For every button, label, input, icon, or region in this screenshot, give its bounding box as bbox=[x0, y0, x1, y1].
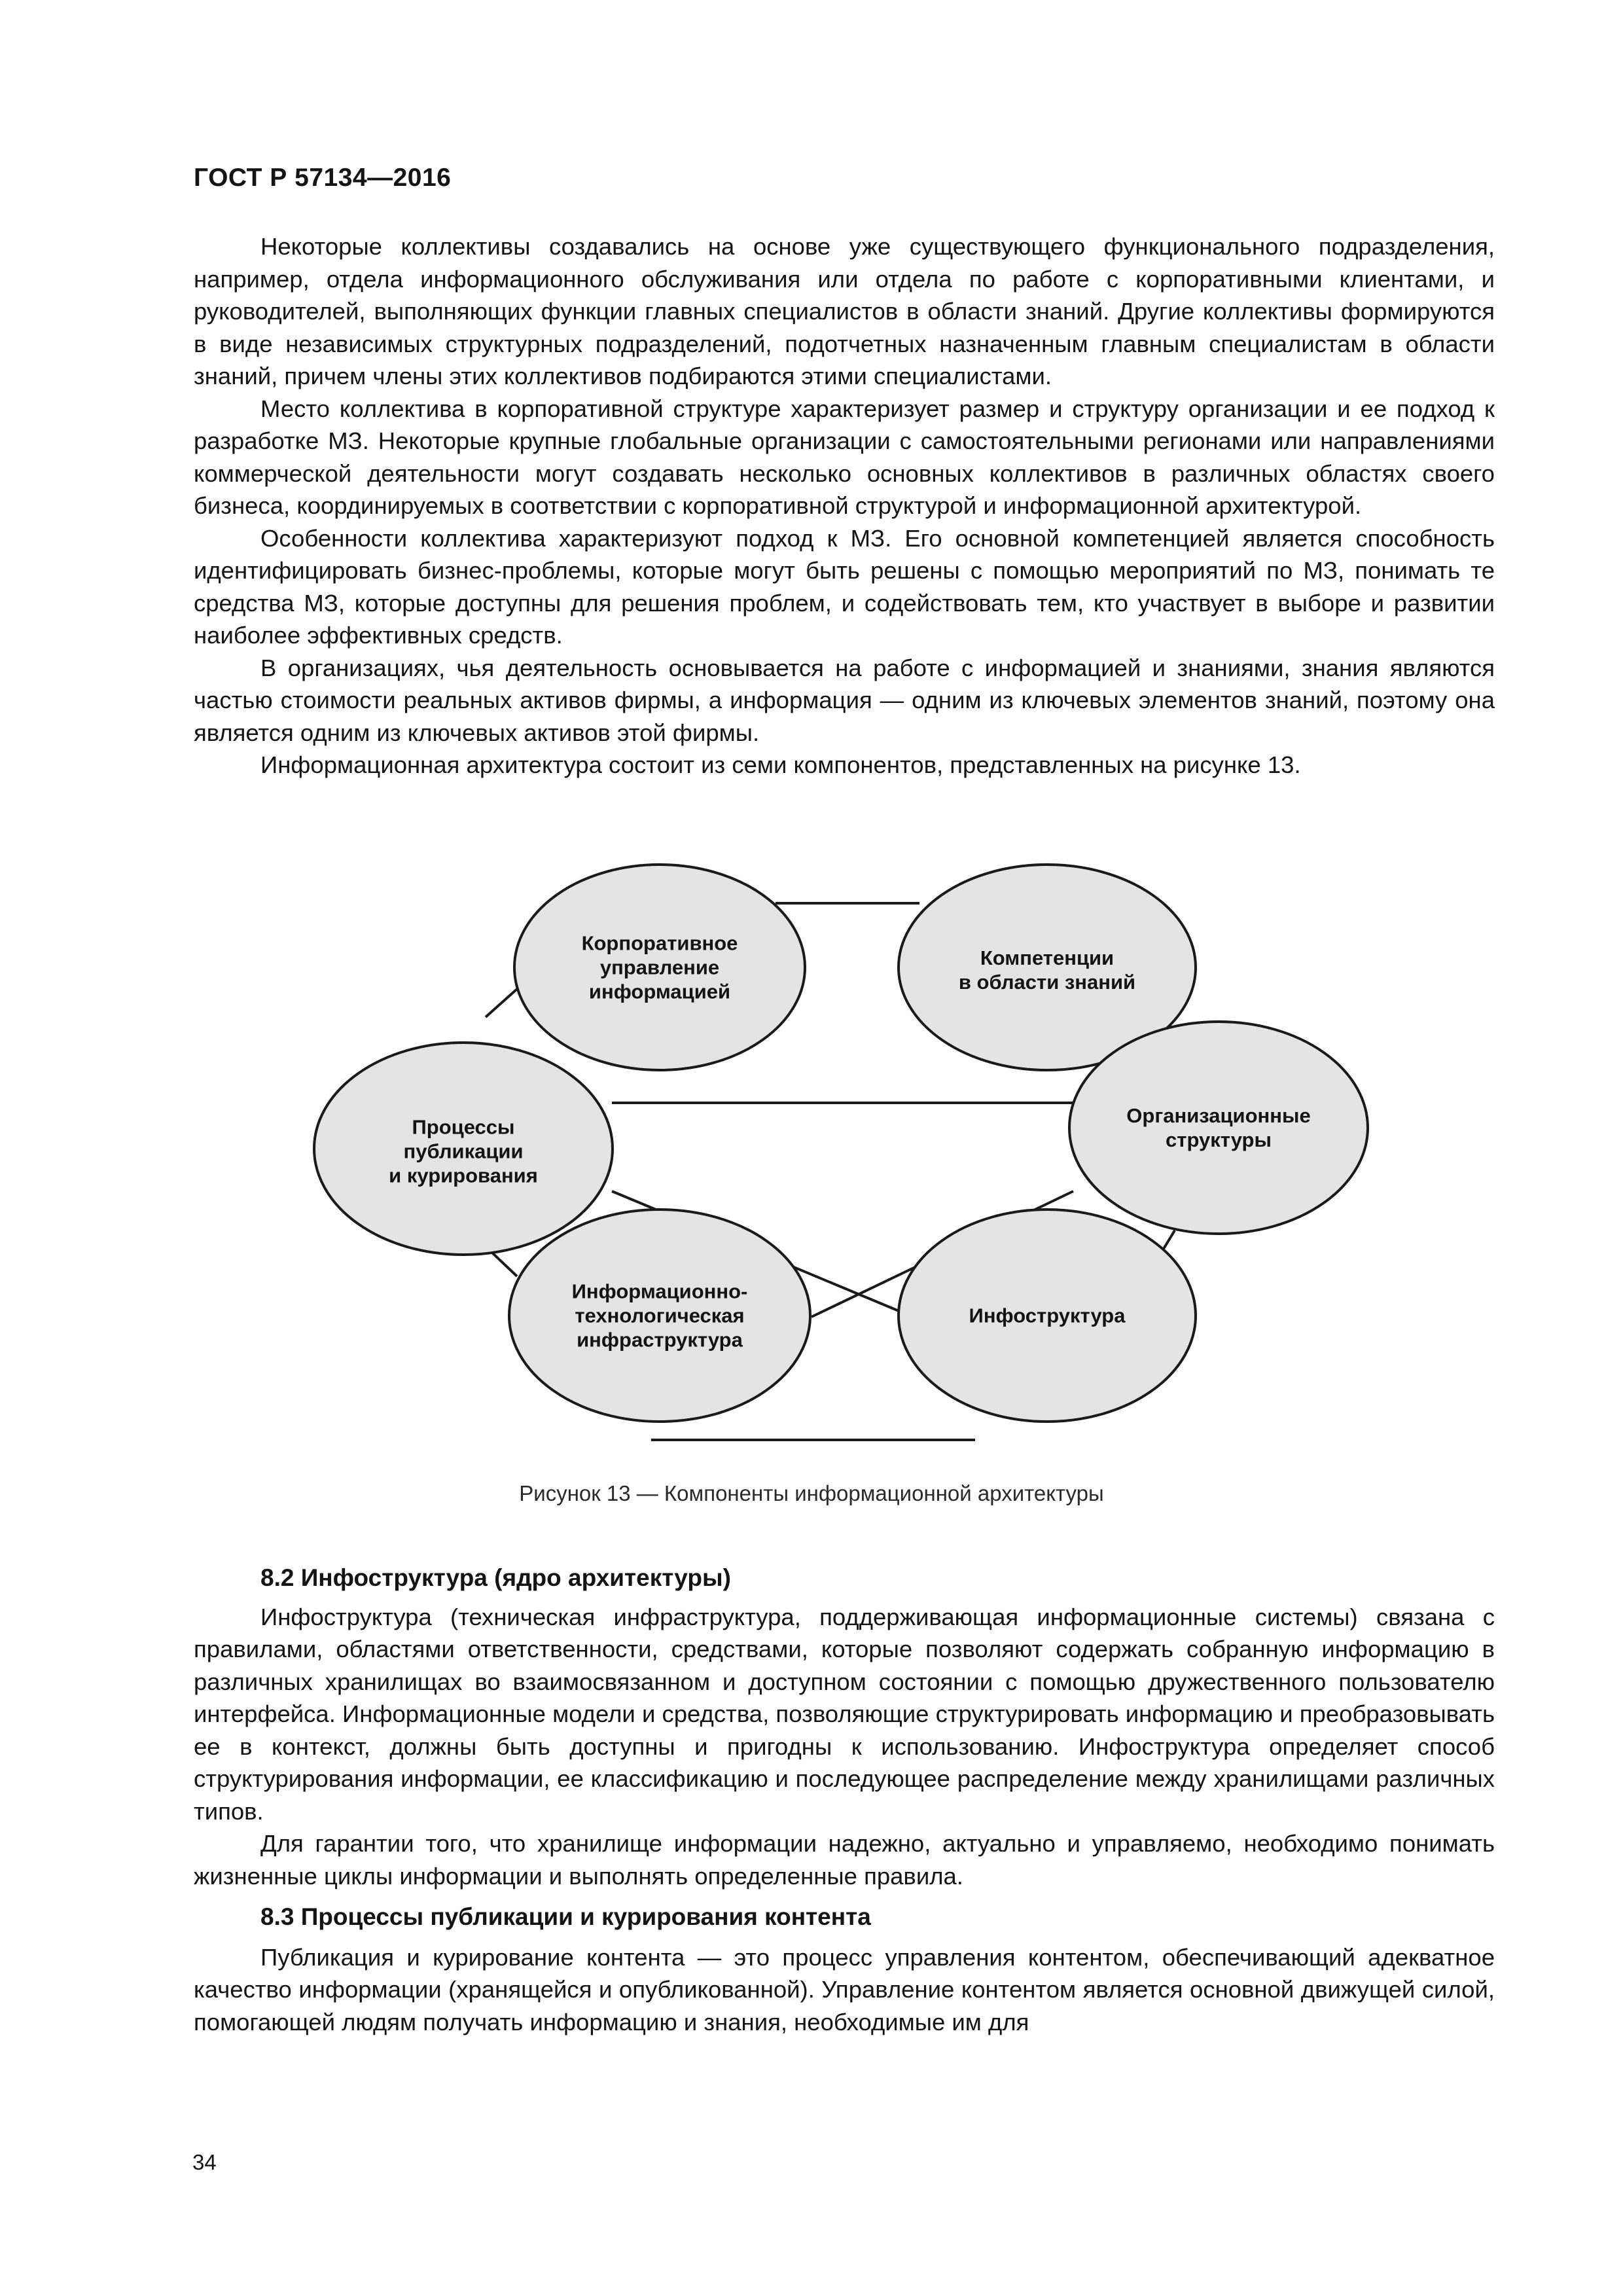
paragraph: Информационная архитектура состоит из семи компонентов, представленных на рисунке 13. bbox=[260, 751, 1301, 778]
figure-13-diagram bbox=[0, 851, 1623, 1466]
node-label-org: Организационные структуры bbox=[1126, 1104, 1311, 1151]
section-heading: 8.3 Процессы публикации и курирования контента bbox=[260, 1903, 871, 1930]
node-label-corporate: Корпоративное управление информацией bbox=[581, 931, 738, 1003]
diagram-canvas bbox=[0, 851, 1623, 1466]
section-heading: 8.2 Инфоструктура (ядро архитектуры) bbox=[260, 1564, 731, 1591]
intro-text bbox=[194, 230, 1495, 781]
node-label-infostructure: Инфоструктура bbox=[969, 1304, 1126, 1327]
page-number: 34 bbox=[192, 2150, 217, 2174]
paragraph: Место коллектива в корпоративной структуре характеризует размер и структуру организации и ее подход к разработке МЗ. Некоторые крупные глобальные организации с самостоятельными регионами или направлениями коммерческой деятельности могут создавать несколько основных коллективов в различных областях своего бизнеса, координируемых в соответствии с корпоративной структурой и информационной архитектурой. bbox=[194, 395, 1495, 519]
paragraph: Особенности коллектива характеризуют подход к МЗ. Его основной компетенцией является способность идентифицировать бизнес-проблемы, которые могут быть решены с помощью мероприятий по МЗ, понимать те средства МЗ, которые доступны для решения проблем, и содействовать тем, кто участвует в выборе и развитии наиболее эффективных средств. bbox=[194, 524, 1495, 649]
node-label-processes: Процессы публикации и курирования bbox=[389, 1115, 538, 1187]
paragraph: В организациях, чья деятельность основывается на работе с информацией и знаниями, знания являются частью стоимости реальных активов фирмы, а информация — одним из ключевых элементов знаний, поэтому она является одним из ключевых активов этой фирмы. bbox=[194, 654, 1495, 746]
paragraph: Публикация и курирование контента — это процесс управления контентом, обеспечивающий адекватное качество информации (хранящейся и опубликованной). Управление контентом является основной движущей силой, помогающей людям получать информацию и знания, необходимые им для bbox=[194, 1943, 1495, 2036]
section-8-2 bbox=[194, 1562, 1495, 1892]
document-header: ГОСТ Р 57134—2016 bbox=[194, 164, 452, 192]
section-8-3 bbox=[194, 1901, 1495, 2038]
figure-caption: Рисунок 13 — Компоненты информационной архитектуры bbox=[519, 1481, 1104, 1505]
node-label-competence: Компетенции в области знаний bbox=[958, 946, 1136, 994]
paragraph: Инфоструктура (техническая инфраструктура, поддерживающая информационные системы) связана с правилами, областями ответственности, средствами, которые позволяют содержать собранную информацию в различных хранилищах во взаимосвязанном и доступном состоянии с помощью дружественного пользователю интерфейса. Информационные модели и средства, позволяющие структурировать информацию и преобразовывать ее в контекст, должны быть доступны и пригодны к использованию. Инфоструктура определяет способ структурирования информации, ее классификацию и последующее распределение между хранилищами различных типов. bbox=[194, 1603, 1495, 1825]
paragraph: Для гарантии того, что хранилище информации надежно, актуально и управляемо, необходимо понимать жизненные циклы информации и выполнять определенные правила. bbox=[194, 1830, 1495, 1890]
node-label-it-infra: Информационно- технологическая инфраструктура bbox=[571, 1280, 748, 1352]
paragraph: Некоторые коллективы создавались на основе уже существующего функционального подразделения, например, отдела информационного обслуживания или отдела по работе с корпоративными клиентами, и руководителей, выполняющих функции главных специалистов в области знаний. Другие коллективы формируются в виде независимых структурных подразделений, подотчетных назначенным главным специалистам в области знаний, причем члены этих коллективов подбираются этими специалистами. bbox=[194, 233, 1495, 389]
